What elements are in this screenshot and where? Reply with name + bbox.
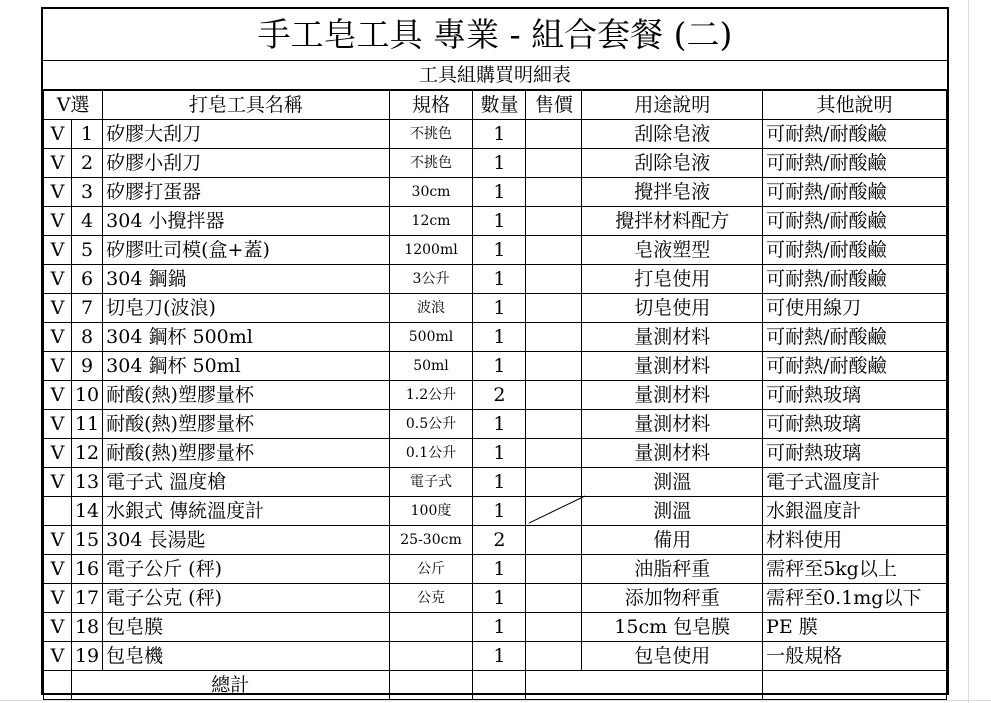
table-row: [44, 323, 947, 352]
table-row: [44, 584, 947, 613]
row-number-cell[interactable]: 1: [71, 120, 102, 149]
row-name-cell[interactable]: 304 鋼杯 500ml: [103, 323, 389, 352]
row-spec-cell[interactable]: 0.1公升: [389, 439, 473, 468]
header-select: V選: [44, 91, 103, 120]
row-check-cell[interactable]: V: [44, 526, 72, 555]
total-label: 總計: [71, 671, 389, 700]
row-other-cell[interactable]: 可耐熱/耐酸鹼: [763, 265, 947, 294]
row-check-cell[interactable]: V: [44, 642, 72, 671]
row-qty-cell[interactable]: 1: [473, 497, 526, 526]
row-usage-cell[interactable]: 刮除皂液: [582, 120, 763, 149]
row-usage-cell[interactable]: 測溫: [582, 497, 763, 526]
row-number-cell[interactable]: 8: [71, 323, 102, 352]
table-row: [44, 526, 947, 555]
row-other-cell[interactable]: 電子式溫度計: [763, 468, 947, 497]
row-usage-cell[interactable]: 測溫: [582, 468, 763, 497]
row-spec-cell[interactable]: 波浪: [389, 294, 473, 323]
row-other-cell[interactable]: PE 膜: [763, 613, 947, 642]
row-qty-cell[interactable]: 1: [473, 352, 526, 381]
row-spec-cell[interactable]: [389, 613, 473, 642]
row-other-cell[interactable]: 可耐熱/耐酸鹼: [763, 323, 947, 352]
row-price-cell[interactable]: [526, 381, 582, 410]
row-number-cell[interactable]: 4: [71, 207, 102, 236]
row-number-cell[interactable]: 11: [71, 410, 102, 439]
row-price-cell[interactable]: [526, 120, 582, 149]
row-spec-cell[interactable]: 25-30cm: [389, 526, 473, 555]
row-number-cell[interactable]: 12: [71, 439, 102, 468]
row-number-cell[interactable]: 17: [71, 584, 102, 613]
row-qty-cell[interactable]: 1: [473, 555, 526, 584]
row-check-cell[interactable]: V: [44, 178, 72, 207]
table-row: [44, 265, 947, 294]
header-row: [44, 91, 947, 120]
table-row: [44, 207, 947, 236]
header-qty: 數量: [473, 91, 526, 120]
row-number-cell[interactable]: 5: [71, 236, 102, 265]
row-qty-cell[interactable]: 1: [473, 178, 526, 207]
row-number-cell[interactable]: 9: [71, 352, 102, 381]
row-name-cell[interactable]: 切皂刀(波浪): [103, 294, 389, 323]
row-usage-cell[interactable]: 刮除皂液: [582, 149, 763, 178]
table-row: [44, 642, 947, 671]
row-spec-cell[interactable]: 不挑色: [389, 149, 473, 178]
table-row: [44, 468, 947, 497]
total-price-cell[interactable]: [526, 671, 763, 700]
row-qty-cell[interactable]: 1: [473, 439, 526, 468]
row-price-cell[interactable]: [526, 149, 582, 178]
row-qty-cell[interactable]: 1: [473, 410, 526, 439]
row-usage-cell[interactable]: 15cm 包皂膜: [582, 613, 763, 642]
row-check-cell[interactable]: V: [44, 207, 72, 236]
row-other-cell[interactable]: 可耐熱/耐酸鹼: [763, 149, 947, 178]
row-check-cell[interactable]: V: [44, 468, 72, 497]
row-spec-cell[interactable]: [389, 642, 473, 671]
row-qty-cell[interactable]: 1: [473, 294, 526, 323]
row-qty-cell[interactable]: 1: [473, 642, 526, 671]
row-name-cell[interactable]: 耐酸(熱)塑膠量杯: [103, 439, 389, 468]
row-spec-cell[interactable]: 電子式: [389, 468, 473, 497]
row-number-cell[interactable]: 16: [71, 555, 102, 584]
row-check-cell[interactable]: V: [44, 555, 72, 584]
row-usage-cell[interactable]: 油脂秤重: [582, 555, 763, 584]
row-check-cell[interactable]: V: [44, 236, 72, 265]
row-check-cell[interactable]: V: [44, 584, 72, 613]
row-name-cell[interactable]: 包皂膜: [103, 613, 389, 642]
order-sheet: [41, 7, 949, 695]
row-qty-cell[interactable]: 2: [473, 381, 526, 410]
row-price-cell[interactable]: [526, 410, 582, 439]
row-name-cell[interactable]: 304 鋼杯 50ml: [103, 352, 389, 381]
row-spec-cell[interactable]: 不挑色: [389, 120, 473, 149]
row-name-cell[interactable]: 包皂機: [103, 642, 389, 671]
row-other-cell[interactable]: 一般規格: [763, 642, 947, 671]
table-row: [44, 352, 947, 381]
table-row: [44, 120, 947, 149]
row-check-cell[interactable]: V: [44, 265, 72, 294]
row-name-cell[interactable]: 304 小攪拌器: [103, 207, 389, 236]
row-number-cell[interactable]: 6: [71, 265, 102, 294]
row-check-cell[interactable]: V: [44, 352, 72, 381]
row-name-cell[interactable]: 矽膠小刮刀: [103, 149, 389, 178]
table-row: [44, 613, 947, 642]
row-spec-cell[interactable]: 0.5公升: [389, 410, 473, 439]
row-usage-cell[interactable]: 量測材料: [582, 352, 763, 381]
row-price-cell[interactable]: [526, 294, 582, 323]
row-price-cell[interactable]: [526, 439, 582, 468]
row-other-cell[interactable]: 可使用線刀: [763, 294, 947, 323]
header-price: 售價: [526, 91, 582, 120]
row-usage-cell[interactable]: 添加物秤重: [582, 584, 763, 613]
row-number-cell[interactable]: 18: [71, 613, 102, 642]
row-usage-cell[interactable]: 切皂使用: [582, 294, 763, 323]
row-usage-cell[interactable]: 備用: [582, 526, 763, 555]
row-spec-cell[interactable]: 30cm: [389, 178, 473, 207]
row-check-cell[interactable]: V: [44, 439, 72, 468]
total-other-cell[interactable]: [763, 671, 947, 700]
row-name-cell[interactable]: 電子式 溫度槍: [103, 468, 389, 497]
row-price-cell[interactable]: [526, 265, 582, 294]
row-other-cell[interactable]: 可耐熱/耐酸鹼: [763, 120, 947, 149]
row-price-cell[interactable]: [526, 352, 582, 381]
row-check-cell[interactable]: [44, 497, 72, 526]
row-usage-cell[interactable]: 量測材料: [582, 323, 763, 352]
row-price-cell[interactable]: [526, 468, 582, 497]
row-qty-cell[interactable]: 2: [473, 526, 526, 555]
row-qty-cell[interactable]: 1: [473, 584, 526, 613]
table-row: [44, 381, 947, 410]
row-other-cell[interactable]: 可耐熱/耐酸鹼: [763, 178, 947, 207]
grid-line: [968, 0, 969, 703]
row-usage-cell[interactable]: 量測材料: [582, 410, 763, 439]
row-spec-cell[interactable]: 公斤: [389, 555, 473, 584]
row-price-cell[interactable]: [526, 584, 582, 613]
row-name-cell[interactable]: 電子公克 (秤): [103, 584, 389, 613]
row-qty-cell[interactable]: 1: [473, 207, 526, 236]
row-usage-cell[interactable]: 量測材料: [582, 381, 763, 410]
row-check-cell[interactable]: V: [44, 120, 72, 149]
header-name: 打皂工具名稱: [103, 91, 389, 120]
row-spec-cell[interactable]: 3公升: [389, 265, 473, 294]
row-other-cell[interactable]: 需秤至5kg以上: [763, 555, 947, 584]
header-other: 其他說明: [763, 91, 947, 120]
row-number-cell[interactable]: 7: [71, 294, 102, 323]
row-number-cell[interactable]: 3: [71, 178, 102, 207]
row-usage-cell[interactable]: 包皂使用: [582, 642, 763, 671]
row-name-cell[interactable]: 304 鋼鍋: [103, 265, 389, 294]
row-check-cell[interactable]: V: [44, 410, 72, 439]
row-number-cell[interactable]: 10: [71, 381, 102, 410]
row-check-cell[interactable]: V: [44, 323, 72, 352]
row-check-cell[interactable]: V: [44, 149, 72, 178]
table-row: [44, 439, 947, 468]
row-other-cell[interactable]: 水銀溫度計: [763, 497, 947, 526]
header-spec: 規格: [389, 91, 473, 120]
row-number-cell[interactable]: 19: [71, 642, 102, 671]
row-name-cell[interactable]: 耐酸(熱)塑膠量杯: [103, 381, 389, 410]
row-other-cell[interactable]: 可耐熱玻璃: [763, 381, 947, 410]
row-name-cell[interactable]: 矽膠大刮刀: [103, 120, 389, 149]
row-name-cell[interactable]: 304 長湯匙: [103, 526, 389, 555]
total-row: [44, 671, 947, 700]
row-spec-cell[interactable]: 1200ml: [389, 236, 473, 265]
row-number-cell[interactable]: 2: [71, 149, 102, 178]
row-name-cell[interactable]: 矽膠吐司模(盒+蓋): [103, 236, 389, 265]
row-price-cell[interactable]: [526, 642, 582, 671]
row-other-cell[interactable]: 需秤至0.1mg以下: [763, 584, 947, 613]
table-row: [44, 294, 947, 323]
row-number-cell[interactable]: 14: [71, 497, 102, 526]
row-check-cell[interactable]: V: [44, 381, 72, 410]
row-name-cell[interactable]: 耐酸(熱)塑膠量杯: [103, 410, 389, 439]
row-name-cell[interactable]: 電子公斤 (秤): [103, 555, 389, 584]
row-qty-cell[interactable]: 1: [473, 323, 526, 352]
row-price-cell[interactable]: [526, 323, 582, 352]
table-row: [44, 555, 947, 584]
total-qty-cell[interactable]: [473, 671, 526, 700]
row-spec-cell[interactable]: 100度: [389, 497, 473, 526]
row-other-cell[interactable]: 可耐熱/耐酸鹼: [763, 207, 947, 236]
row-spec-cell[interactable]: 1.2公升: [389, 381, 473, 410]
row-usage-cell[interactable]: 攪拌材料配方: [582, 207, 763, 236]
row-qty-cell[interactable]: 1: [473, 265, 526, 294]
row-price-cell[interactable]: [526, 526, 582, 555]
row-usage-cell[interactable]: 皂液塑型: [582, 236, 763, 265]
row-price-cell[interactable]: [526, 207, 582, 236]
sheet-subtitle: 工具組購買明細表: [43, 61, 947, 90]
row-qty-cell[interactable]: 1: [473, 236, 526, 265]
row-usage-cell[interactable]: 攪拌皂液: [582, 178, 763, 207]
table-row: [44, 236, 947, 265]
row-price-cell[interactable]: [526, 613, 582, 642]
row-other-cell[interactable]: 可耐熱玻璃: [763, 410, 947, 439]
row-spec-cell[interactable]: 12cm: [389, 207, 473, 236]
total-blank-cell[interactable]: [44, 671, 72, 700]
row-price-cell[interactable]: [526, 497, 582, 526]
row-price-cell[interactable]: [526, 236, 582, 265]
row-qty-cell[interactable]: 1: [473, 613, 526, 642]
table-row: [44, 178, 947, 207]
row-check-cell[interactable]: V: [44, 294, 72, 323]
row-qty-cell[interactable]: 1: [473, 468, 526, 497]
row-number-cell[interactable]: 13: [71, 468, 102, 497]
table-row: [44, 149, 947, 178]
row-name-cell[interactable]: 水銀式 傳統溫度計: [103, 497, 389, 526]
row-price-cell[interactable]: [526, 178, 582, 207]
tool-list-table: [43, 90, 947, 700]
row-price-cell[interactable]: [526, 555, 582, 584]
row-spec-cell[interactable]: 50ml: [389, 352, 473, 381]
row-other-cell[interactable]: 材料使用: [763, 526, 947, 555]
row-usage-cell[interactable]: 量測材料: [582, 439, 763, 468]
row-usage-cell[interactable]: 打皂使用: [582, 265, 763, 294]
row-qty-cell[interactable]: 1: [473, 120, 526, 149]
row-spec-cell[interactable]: 500ml: [389, 323, 473, 352]
row-other-cell[interactable]: 可耐熱/耐酸鹼: [763, 352, 947, 381]
row-check-cell[interactable]: V: [44, 613, 72, 642]
row-other-cell[interactable]: 可耐熱玻璃: [763, 439, 947, 468]
row-number-cell[interactable]: 15: [71, 526, 102, 555]
header-usage: 用途說明: [582, 91, 763, 120]
table-row: [44, 410, 947, 439]
row-spec-cell[interactable]: 公克: [389, 584, 473, 613]
grid-line: [0, 700, 991, 701]
total-spec-cell[interactable]: [389, 671, 473, 700]
sheet-title: 手工皂工具 專業 - 組合套餐 (二): [43, 9, 947, 61]
table-row: [44, 497, 947, 526]
row-other-cell[interactable]: 可耐熱/耐酸鹼: [763, 236, 947, 265]
row-name-cell[interactable]: 矽膠打蛋器: [103, 178, 389, 207]
row-qty-cell[interactable]: 1: [473, 149, 526, 178]
